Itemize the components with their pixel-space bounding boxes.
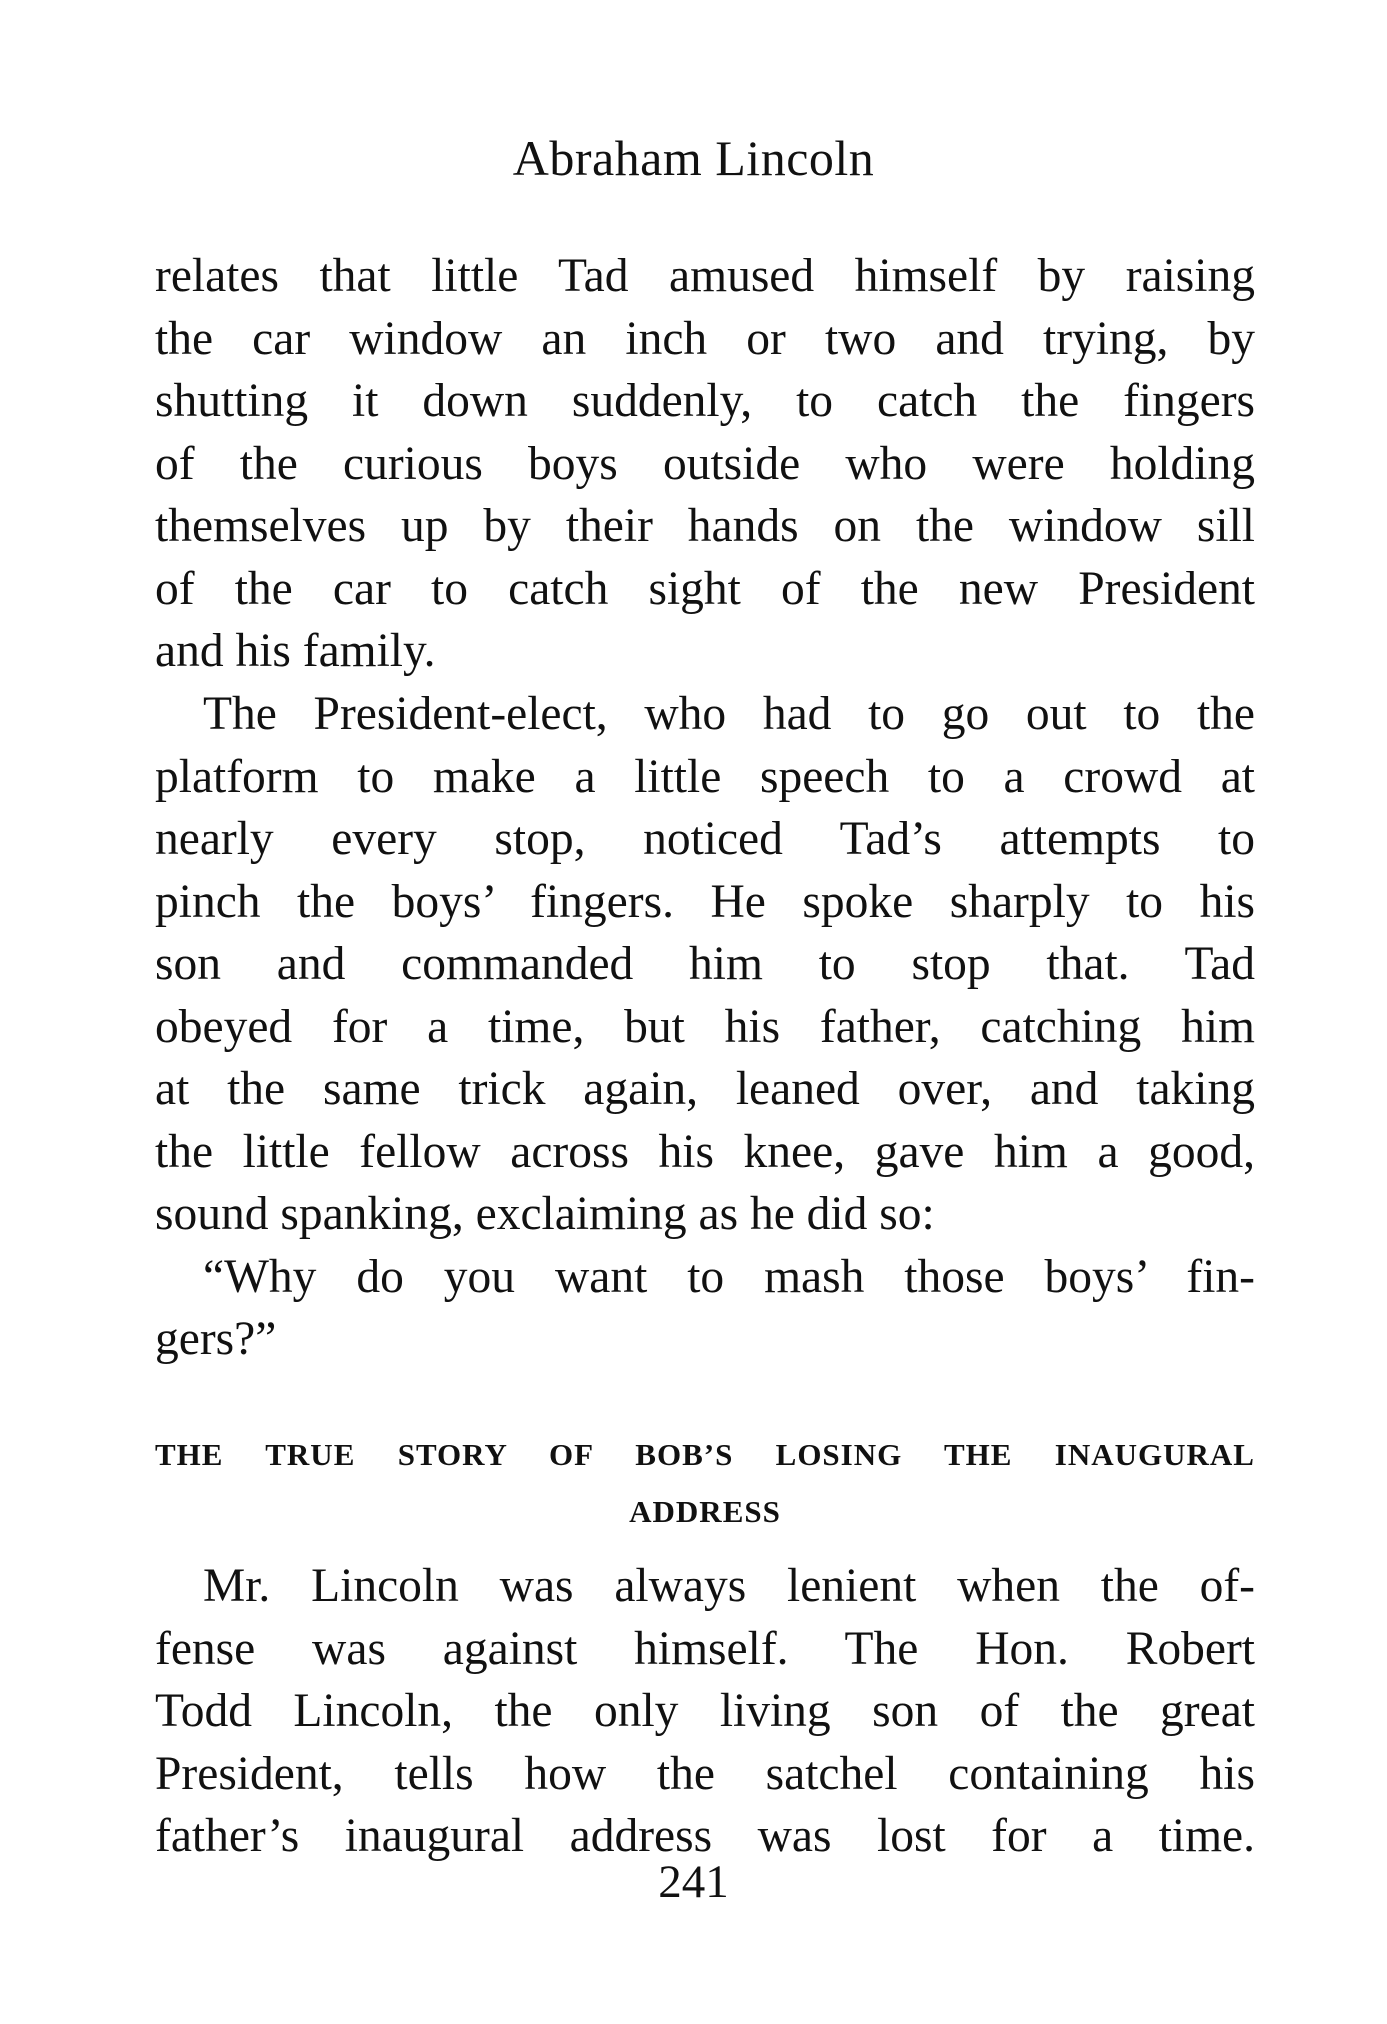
- text-line: pinch the boys’ fingers. He spoke sharply to his: [155, 875, 1255, 928]
- text-line: shutting it down suddenly, to catch the fingers: [155, 375, 1255, 427]
- text-line: President, tells how the satchel containing his: [155, 1747, 1255, 1800]
- text-line: gers?”: [155, 1313, 277, 1365]
- text-line: of the car to catch sight of the new President: [155, 562, 1255, 615]
- text-line: the little fellow across his knee, gave him a good,: [155, 1125, 1255, 1178]
- text-line: son and commanded him to stop that. Tad: [155, 938, 1255, 990]
- text-line: of the curious boys outside who were holding: [155, 437, 1255, 490]
- text-line: at the same trick again, leaned over, and taking: [155, 1063, 1255, 1115]
- text-line: “Why do you want to mash those boys’ fin-: [203, 1250, 1255, 1303]
- text-line: platform to make a little speech to a crowd at: [155, 750, 1255, 803]
- text-line: relates that little Tad amused himself by raising: [155, 250, 1255, 302]
- running-head: Abraham Lincoln: [512, 130, 875, 186]
- section-heading-line: THE TRUE STORY OF BOB’S LOSING THE INAUGURAL: [155, 1437, 1255, 1472]
- text-line: the car window an inch or two and trying, by: [155, 312, 1255, 365]
- text-line: Todd Lincoln, the only living son of the great: [155, 1685, 1255, 1737]
- text-line: and his family.: [155, 625, 436, 677]
- text-line: obeyed for a time, but his father, catching him: [155, 1000, 1255, 1053]
- text-line: fense was against himself. The Hon. Robert: [155, 1622, 1255, 1675]
- text-line: sound spanking, exclaiming as he did so:: [155, 1188, 935, 1240]
- text-line: themselves up by their hands on the window sill: [155, 500, 1255, 552]
- text-line: nearly every stop, noticed Tad’s attempts to: [155, 813, 1255, 865]
- section-heading-line: ADDRESS: [629, 1494, 781, 1529]
- paragraph-2: [155, 683, 1255, 1371]
- page-number: 241: [658, 1856, 729, 1908]
- text-line: The President-elect, who had to go out to the: [203, 688, 1255, 740]
- paragraph-1: [155, 245, 1255, 683]
- text-line: father’s inaugural address was lost for a time.: [155, 1810, 1255, 1862]
- paragraph-4: [155, 1555, 1255, 1868]
- section-heading: [155, 1426, 1255, 1540]
- text-line: Mr. Lincoln was always lenient when the of-: [203, 1560, 1255, 1612]
